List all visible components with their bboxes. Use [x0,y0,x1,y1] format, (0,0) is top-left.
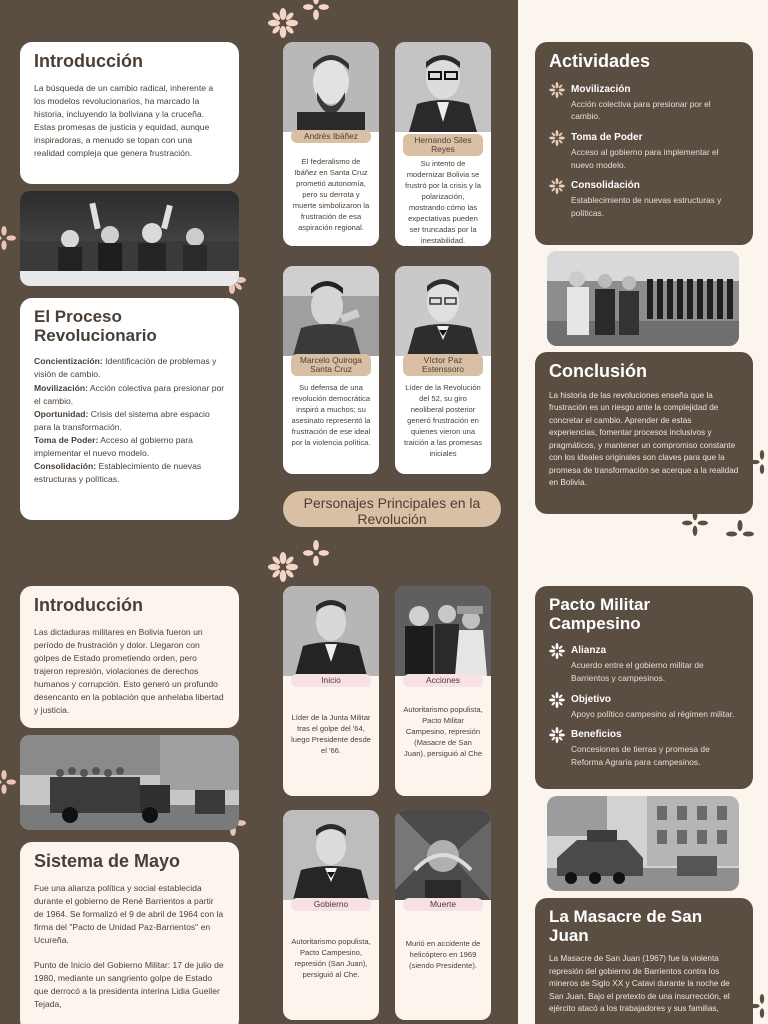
pacto-title: Pacto Militar Campesino [549,595,651,633]
person-name-tag: Víctor Paz Estenssoro [403,354,483,376]
pacto-item-title: Objetivo [571,693,612,705]
portrait-photo [395,42,491,132]
intro2-text: Las dictaduras militares en Bolivia fueron un período de frustración y dolor. Llegaron con golpes de Estado prometiendo orden, pero trajeron represión, violaciones de derechos humanos y corrupción. Esto generó un profundo desencanto en la población que anhelaba libertad y justicia. [34,626,224,716]
masacre-card [535,898,753,1024]
person-card-siles [395,42,491,246]
pacto-item [549,729,739,768]
intro2-title: Introducción [34,595,143,615]
actividad-desc: Acción colectiva para presionar por el cambio. [571,98,711,122]
pacto-card [535,586,753,789]
military-photo [547,251,739,346]
actividades-title: Actividades [549,51,651,71]
portrait-photo [395,586,491,676]
person-name-tag: Marcelo Quiroga Santa Cruz [291,354,371,376]
proceso-value: Acción colectiva para presionar por el cambio. [34,382,225,406]
actividad-title: Movilización [571,83,631,95]
mayo-text-2: Punto de Inicio del Gobierno Militar: 17 de julio de 1980, mediante un sangriento golpe de Estado que derrocó a la presidenta interina Lidia Gueiler Tejada, [34,960,224,1010]
actividad-desc: Establecimiento de nuevas estructuras y políticas. [571,195,722,218]
person-desc: Su intento de modernizar Bolivia se frustró por la crisis y la polarización, mostrando cómo las expectativas pueden ser truncadas por la inestabilidad. [405,159,481,245]
star-flower-icon [549,692,565,708]
mayo-text-1: Fue una alianza política y social establecida durante el gobierno de René Barrientos a partir de 1964. Se formalizó el 9 de abril de 1964 con la firma del "Pacto de Unidad Paz-Barrientos" en Ucureña. [34,882,224,946]
person-card-acciones [395,586,491,796]
conclusion-card [535,352,753,514]
person-desc: Líder de la Junta Militar tras el golpe del '64, luego Presidente desde el '66. [291,713,371,755]
mayo-card [20,842,239,1024]
person-desc: Autoritarismo populista, Pacto Militar Campesino, represión (Masacre de San Juan), persiguió al Che [403,705,483,758]
person-card-ibanez [283,42,379,246]
proceso-value: Establecimiento de nuevas estructuras y políticas. [34,460,202,484]
flower-icon [0,770,16,794]
person-desc: Autoritarismo populista, Pacto Campesino, represión (San Juan), persiguió al Che. [291,937,371,979]
proceso-key: Movilización: [34,382,88,393]
intro2-card [20,586,239,728]
flower-icon [720,520,760,548]
person-desc: Murió en accidente de helicóptero en 1969 (siendo Presidente). [405,939,481,970]
pacto-item-title: Alianza [571,645,607,657]
masacre-title: La Masacre de San Juan [549,907,703,945]
actividad-desc: Acceso al gobierno para implementar el nuevo modelo. [571,147,719,170]
person-name-tag: Gobierno [291,898,371,911]
proceso-value: Acceso al gobierno para implementar el nuevo modelo. [34,434,193,458]
star-flower-icon [549,643,565,659]
mayo-title: Sistema de Mayo [34,851,181,871]
people-section-title: Personajes Principales en la Revolución [283,491,501,527]
person-name-tag: Acciones [403,674,483,687]
flower-icon [302,540,330,566]
star-flower-icon [549,82,565,98]
pacto-item [549,645,739,684]
person-name-tag: Inicio [291,674,371,687]
person-desc: El federalismo de Ibáñez en Santa Cruz prometió autonomía, pero su derrota y muerte simbolizaron la frustración de esa aspiración regional. [292,157,370,232]
flower-icon [268,8,298,38]
proceso-value: Crisis del sistema abre espacio para la transformación. [34,408,210,432]
truck-photo [20,735,239,830]
star-flower-icon [549,178,565,194]
actividad-title: Consolidación [571,180,640,192]
conclusion-text: La historia de las revoluciones enseña que la frustración es un riesgo ante la complejidad de concretar el cambio. Aprender de estas experiencias, fomentar procesos inclusivos y pragmáticos, y mantener un compromiso constante con los ideales originales son claves para que la promesa de transformación se acerque a la realidad en Bolivia. [549,390,739,488]
proceso-key: Oportunidad: [34,408,89,419]
star-flower-icon [549,727,565,743]
flower-icon [268,552,298,582]
proceso-card [20,298,239,520]
person-card-quiroga [283,266,379,474]
actividades-card [535,42,753,245]
masacre-text: La Masacre de San Juan (1967) fue la violenta represión del gobierno de Barrientos contra los mineros de Siglo XX y Catavi durante la noche de San Juan. Bajo el pretexto de una insurrección, el ejército atacó a los trabajadores y sus familias, [549,954,730,1014]
flower-icon [302,0,330,20]
proceso-value: Identificación de problemas y visión de cambio. [34,356,217,380]
proceso-key: Toma de Poder: [34,434,99,445]
person-card-muerte [395,810,491,1020]
portrait-photo [283,810,379,900]
intro-title: Introducción [34,51,143,71]
parade-photo [20,191,239,286]
actividad-item [549,132,739,171]
pacto-item-desc: Acuerdo entre el gobierno militar de Barrientos y campesinos. [571,660,704,683]
proceso-key: Consolidación: [34,460,97,471]
flower-icon [0,226,16,250]
person-name-tag: Andrés Ibáñez [291,130,371,143]
pacto-item-title: Beneficios [571,729,622,741]
person-name-tag: Muerte [403,898,483,911]
proceso-title: El Proceso Revolucionario [34,307,157,345]
actividad-item [549,84,739,123]
portrait-photo [395,266,491,356]
portrait-photo [395,810,491,900]
person-card-gobierno [283,810,379,1020]
person-card-paz [395,266,491,474]
person-card-inicio [283,586,379,796]
portrait-photo [283,42,379,132]
portrait-photo [283,586,379,676]
intro-text: La búsqueda de un cambio radical, inherente a los modelos revolucionarios, ha marcado la historia, incluyendo la boliviana y la cruceña. Estas promesas de justicia y equidad, aunque inspiradoras, a menudo se topan con una realidad compleja que genera frustración. [34,82,214,159]
conclusion-title: Conclusión [549,361,647,381]
pacto-item [549,694,739,721]
person-desc: Su defensa de una revolución democrática inspiró a muchos; su asesinato representó la frustración de ese ideal por la violencia política. [291,383,371,447]
pacto-item-desc: Apoyo político campesino al régimen militar. [571,708,735,719]
person-desc: Líder de la Revolución del 52, su giro neoliberal posterior generó frustración en quienes vieron una traición a las promesas iniciales [403,383,483,458]
intro-card [20,42,239,184]
proceso-key: Concientización: [34,356,103,367]
actividad-title: Toma de Poder [571,132,643,144]
actividad-item [549,180,739,219]
star-flower-icon [549,130,565,146]
portrait-photo [283,266,379,356]
proceso-list [34,355,225,486]
tank-photo [547,796,739,891]
person-name-tag: Hernando Siles Reyes [403,134,483,156]
pacto-item-desc: Concesiones de tierras y promesa de Reforma Agraria para campesinos. [571,744,710,767]
